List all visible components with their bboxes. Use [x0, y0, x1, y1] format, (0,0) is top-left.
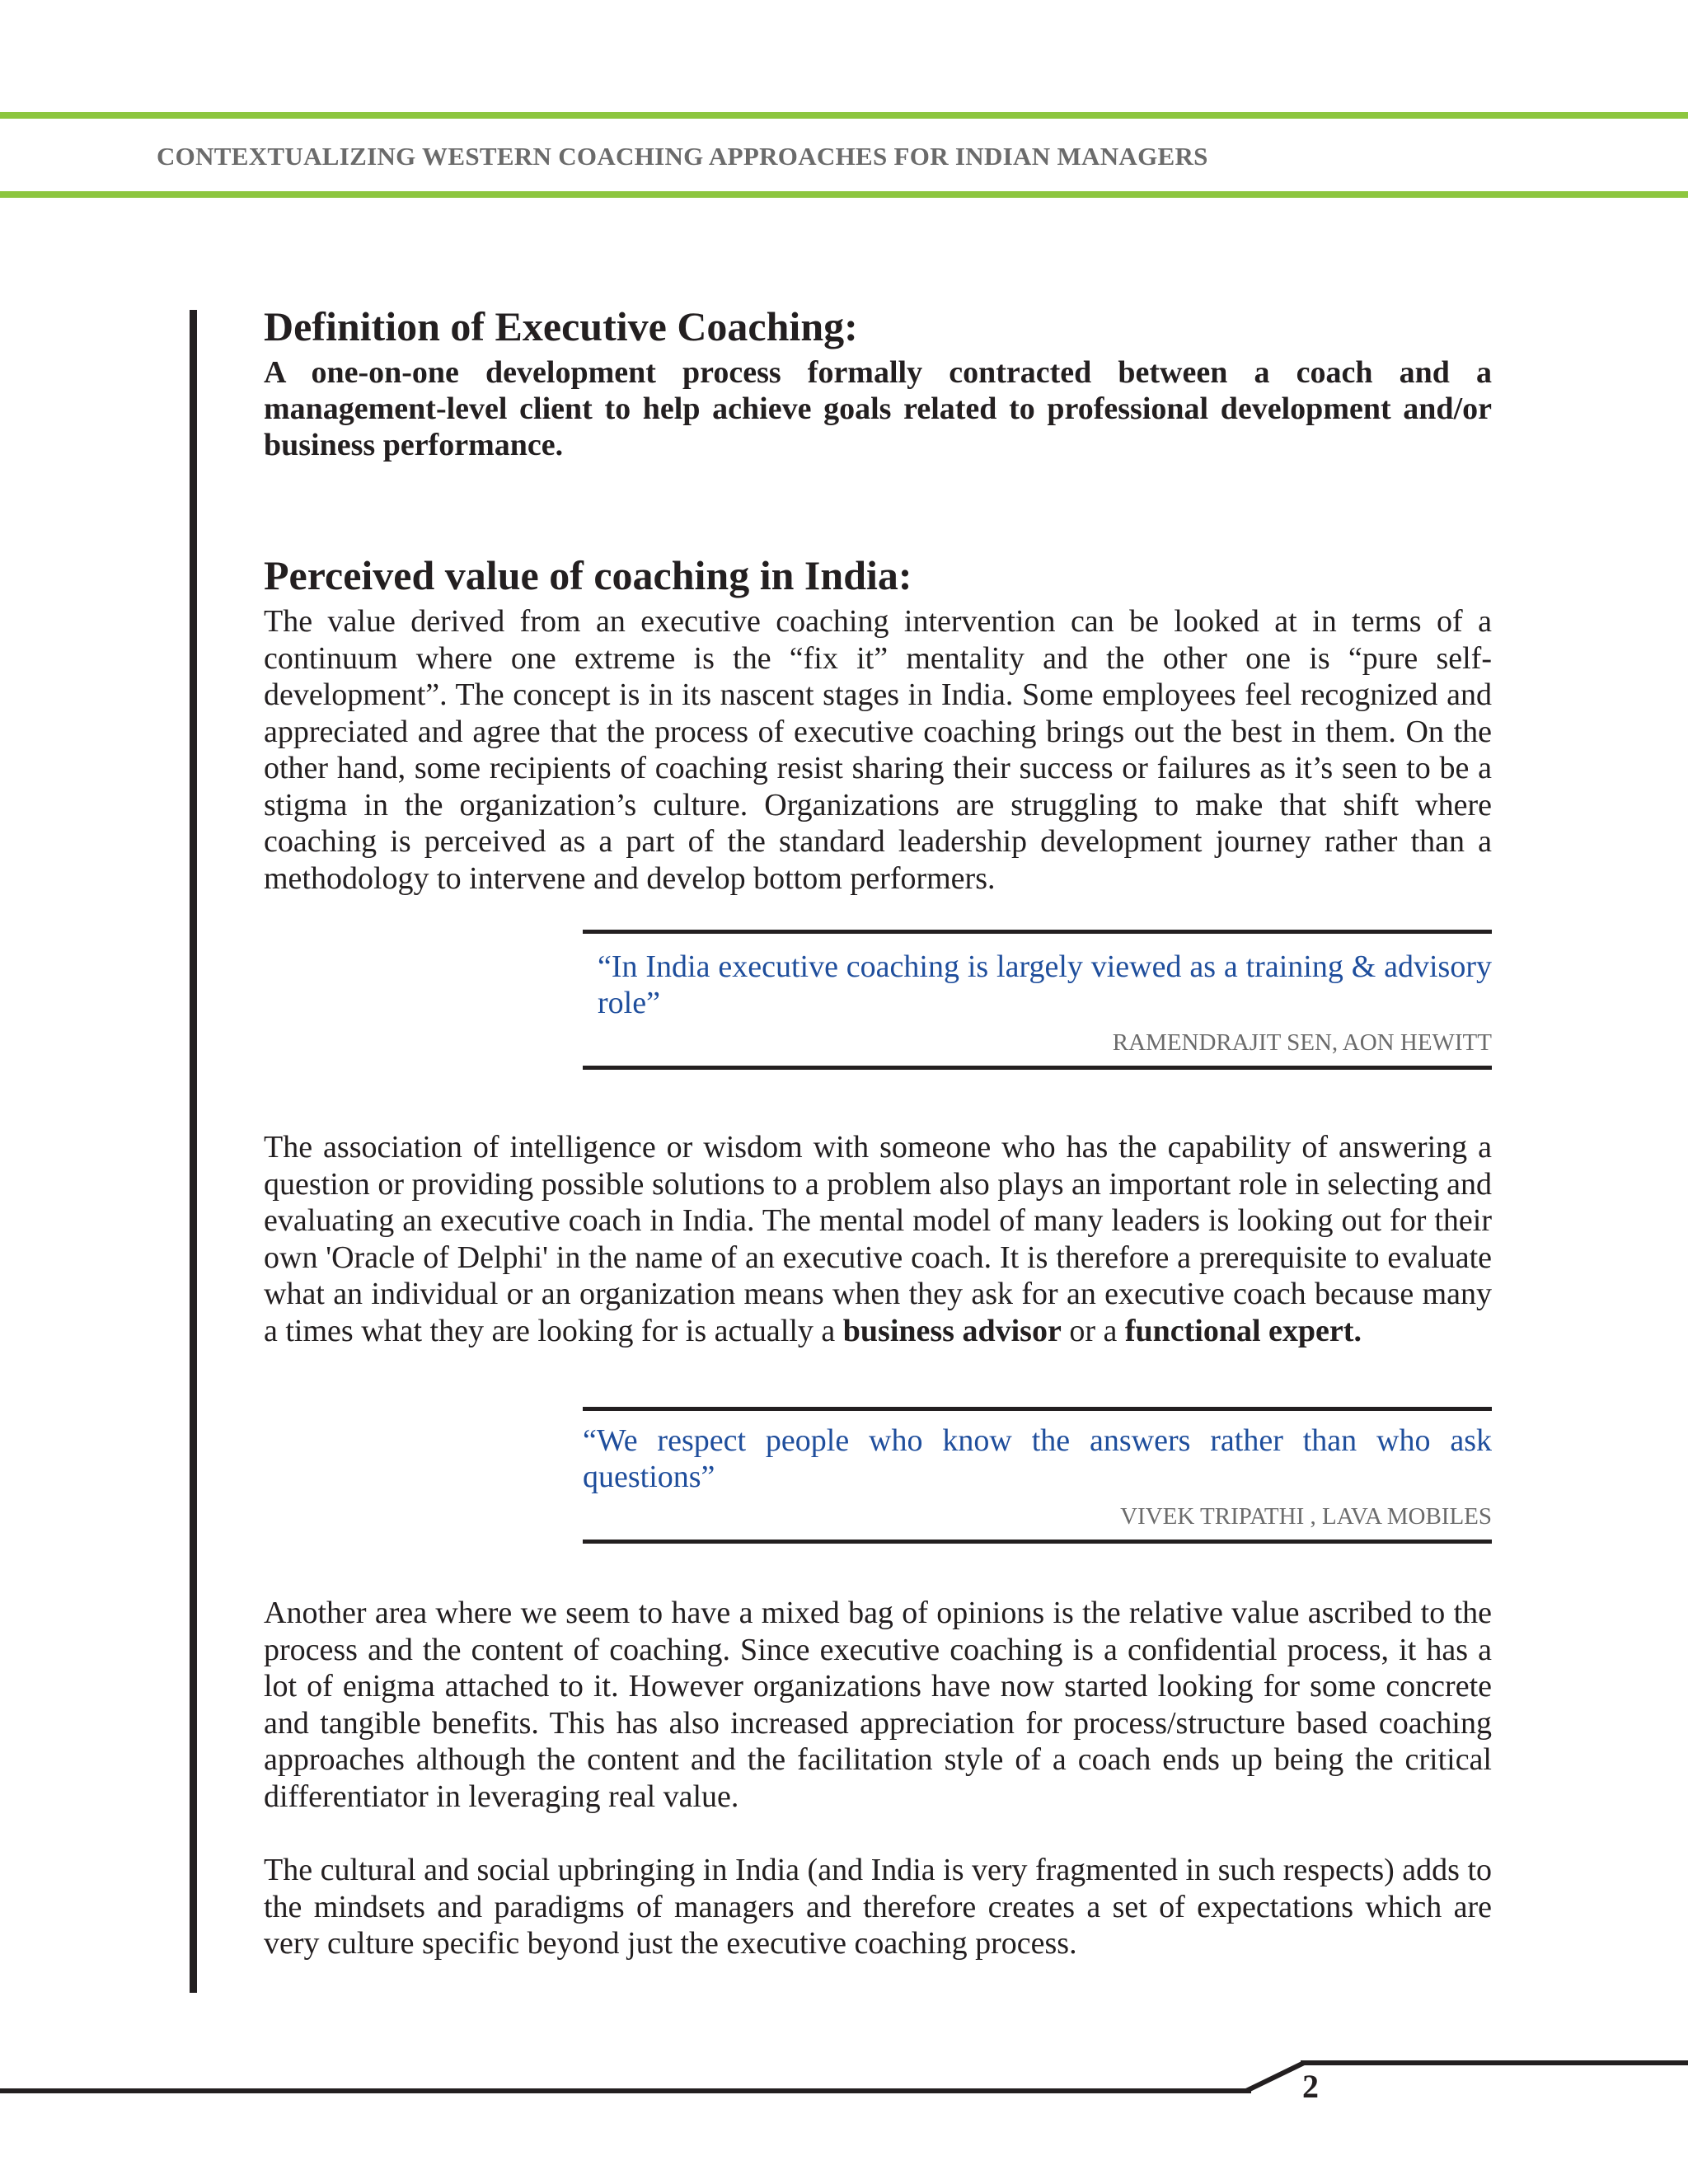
header-top-rule — [0, 112, 1688, 119]
paragraph-process-content: Another area where we seem to have a mixed bag of opinions is the relative value ascribed to the process and the content of coaching. Since executive coaching is a confidential process, it has a lot of enigma attached to it. However organizations have now started looking for some concrete and tangible benefits. This has also increased appreciation for process/structure based coaching approaches although the content and the facilitation style of a coach ends up being the critical differentiator in leveraging real value. — [264, 1596, 1492, 1814]
definition-heading: Definition of Executive Coaching: — [264, 303, 858, 349]
running-header-title: CONTEXTUALIZING WESTERN COACHING APPROACHES FOR INDIAN MANAGERS — [157, 142, 1208, 171]
paragraph-cultural-upbringing: The cultural and social upbringing in India (and India is very fragmented in such respects) adds to the mindsets and paradigms of managers and therefore creates a set of expectations which are very culture specific beyond just the executive coaching process. — [264, 1853, 1492, 1961]
quote-1-attribution: RAMENDRAJIT SEN, AON HEWITT — [1112, 1029, 1492, 1056]
footer-rule-left — [0, 2088, 1251, 2093]
pull-quote-2 — [583, 1407, 1492, 1544]
main-content — [264, 298, 1492, 1962]
left-margin-bar — [190, 310, 197, 1993]
header-bottom-rule — [0, 191, 1688, 198]
definition-text: A one-on-one development process formally contracted between a coach and a management-level client to help achieve goals related to professional development and/or business performance. — [264, 355, 1492, 462]
quote-2-attribution: VIVEK TRIPATHI , LAVA MOBILES — [1120, 1503, 1492, 1530]
quote-1-text: “In India executive coaching is largely viewed as a training & advisory role” — [598, 949, 1492, 1020]
perceived-value-heading: Perceived value of coaching in India: — [264, 552, 912, 598]
business-advisor-emphasis: business advisor — [842, 1313, 1062, 1348]
page-number: 2 — [1302, 2068, 1319, 2105]
functional-expert-emphasis: functional expert. — [1124, 1313, 1362, 1348]
footer-rule-right — [1301, 2060, 1688, 2065]
paragraph-oracle — [264, 1129, 1492, 1349]
footer-rule-slant — [1245, 2060, 1307, 2093]
pull-quote-1 — [583, 930, 1492, 1070]
paragraph-oracle-connector: or a — [1061, 1313, 1125, 1348]
paragraph-continuum: The value derived from an executive coaching intervention can be looked at in terms of a continuum where one extreme is the “fix it” mentality and the other one is “pure self-development”. The concept is in its nascent stages in India. Some employees feel recognized and appreciated and agree that the process of executive coaching brings out the best in them. On the other hand, some recipients of coaching resist sharing their success or failures as it’s seen to be a stigma in the organization’s culture. Organizations are struggling to make that shift where coaching is perceived as a part of the standard leadership development journey rather than a methodology to intervene and develop bottom performers. — [264, 604, 1492, 896]
paragraph-oracle-text: The association of intelligence or wisdom with someone who has the capability of answering a question or providing possible solutions to a problem also plays an important role in selecting and evaluating an executive coach in India. The mental model of many leaders is looking out for their own 'Oracle of Delphi' in the name of an executive coach. It is therefore a prerequisite to evaluate what an individual or an organization means when they ask for an executive coach because many a times what they are looking for is actually a — [264, 1130, 1492, 1348]
quote-2-text: “We respect people who know the answers rather than who ask questions” — [583, 1423, 1492, 1494]
